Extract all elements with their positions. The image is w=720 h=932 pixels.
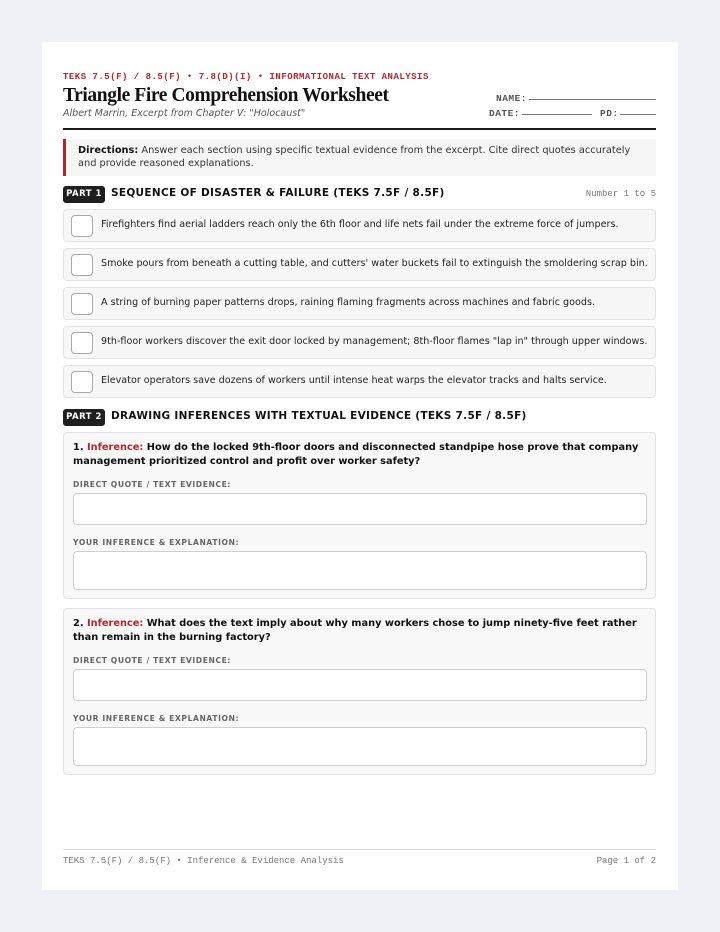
quote-answer-box[interactable] [73,493,647,525]
sequence-item [63,248,656,281]
sequence-number-box[interactable] [71,254,93,276]
question-number: 1. [73,442,84,453]
sequence-item [63,365,656,398]
part1-title: SEQUENCE OF DISASTER & FAILURE (TEKS 7.5F / 8.5F) [111,187,445,199]
footer-standards: TEKS 7.5(F) / 8.5(F) • Inference & Evidence Analysis [63,856,344,866]
footer-divider [63,849,656,850]
header-divider [63,128,656,130]
period-label: PD: [600,108,619,119]
question-text [73,441,648,469]
sequence-event-text: Smoke pours from beneath a cutting table, and cutters' water buckets fail to extinguish the smoldering scrap bin. [101,258,648,269]
quote-answer-box[interactable] [73,669,647,701]
sequence-item [63,326,656,359]
directions-label: Directions: [78,145,139,156]
part1-instruction: Number 1 to 5 [585,189,656,199]
part2-title: DRAWING INFERENCES WITH TEXTUAL EVIDENCE (TEKS 7.5F / 8.5F) [111,410,527,422]
directions-box [63,139,656,176]
question-number: 2. [73,618,84,629]
name-label: NAME: [496,93,528,104]
quote-label: DIRECT QUOTE / TEXT EVIDENCE: [73,656,232,665]
sequence-number-box[interactable] [71,293,93,315]
sequence-event-text: A string of burning paper patterns drops, raining flaming fragments across machines and fabric goods. [101,297,596,308]
inference-question-card [63,608,656,775]
sequence-event-text: Elevator operators save dozens of workers until intense heat warps the elevator tracks and halts service. [101,375,607,386]
period-field[interactable] [620,114,656,115]
part1-badge: PART 1 [63,186,105,203]
question-tag: Inference: [86,618,144,629]
sequence-item [63,287,656,320]
question-prompt: What does the text imply about why many workers chose to jump ninety-five feet rather than remain in the burning factory? [73,618,637,643]
sequence-number-box[interactable] [71,332,93,354]
page-number: Page 1 of 2 [596,856,656,866]
sequence-event-text: Firefighters find aerial ladders reach only the 6th floor and life nets fail under the extreme force of jumpers. [101,219,619,230]
inference-label: YOUR INFERENCE & EXPLANATION: [73,538,240,547]
inference-answer-box[interactable] [73,551,647,590]
question-prompt: How do the locked 9th-floor doors and disconnected standpipe hose prove that company management prioritized control and profit over worker safety? [73,442,639,467]
date-field[interactable] [522,114,592,115]
date-label: DATE: [489,108,521,119]
page-subtitle: Albert Marrin, Excerpt from Chapter V: "Holocaust" [63,108,306,119]
sequence-number-box[interactable] [71,371,93,393]
sequence-number-box[interactable] [71,215,93,237]
part1-header [63,186,656,204]
part2-badge: PART 2 [63,409,105,426]
worksheet-page [42,42,678,890]
inference-question-card [63,432,656,599]
sequence-event-text: 9th-floor workers discover the exit door locked by management; 8th-floor flames "lap in" through upper windows. [101,336,648,347]
question-text [73,617,648,645]
name-field[interactable] [529,99,656,100]
page-title: Triangle Fire Comprehension Worksheet [63,85,389,106]
quote-label: DIRECT QUOTE / TEXT EVIDENCE: [73,480,232,489]
standards-label: TEKS 7.5(F) / 8.5(F) • 7.8(D)(I) • INFORMATIONAL TEXT ANALYSIS [63,72,429,82]
part2-header [63,409,656,427]
directions-text: Answer each section using specific textual evidence from the excerpt. Cite direct quotes accurately and provide reasoned explanations. [78,145,631,169]
inference-answer-box[interactable] [73,727,647,766]
inference-label: YOUR INFERENCE & EXPLANATION: [73,714,240,723]
question-tag: Inference: [86,442,144,453]
sequence-item [63,209,656,242]
